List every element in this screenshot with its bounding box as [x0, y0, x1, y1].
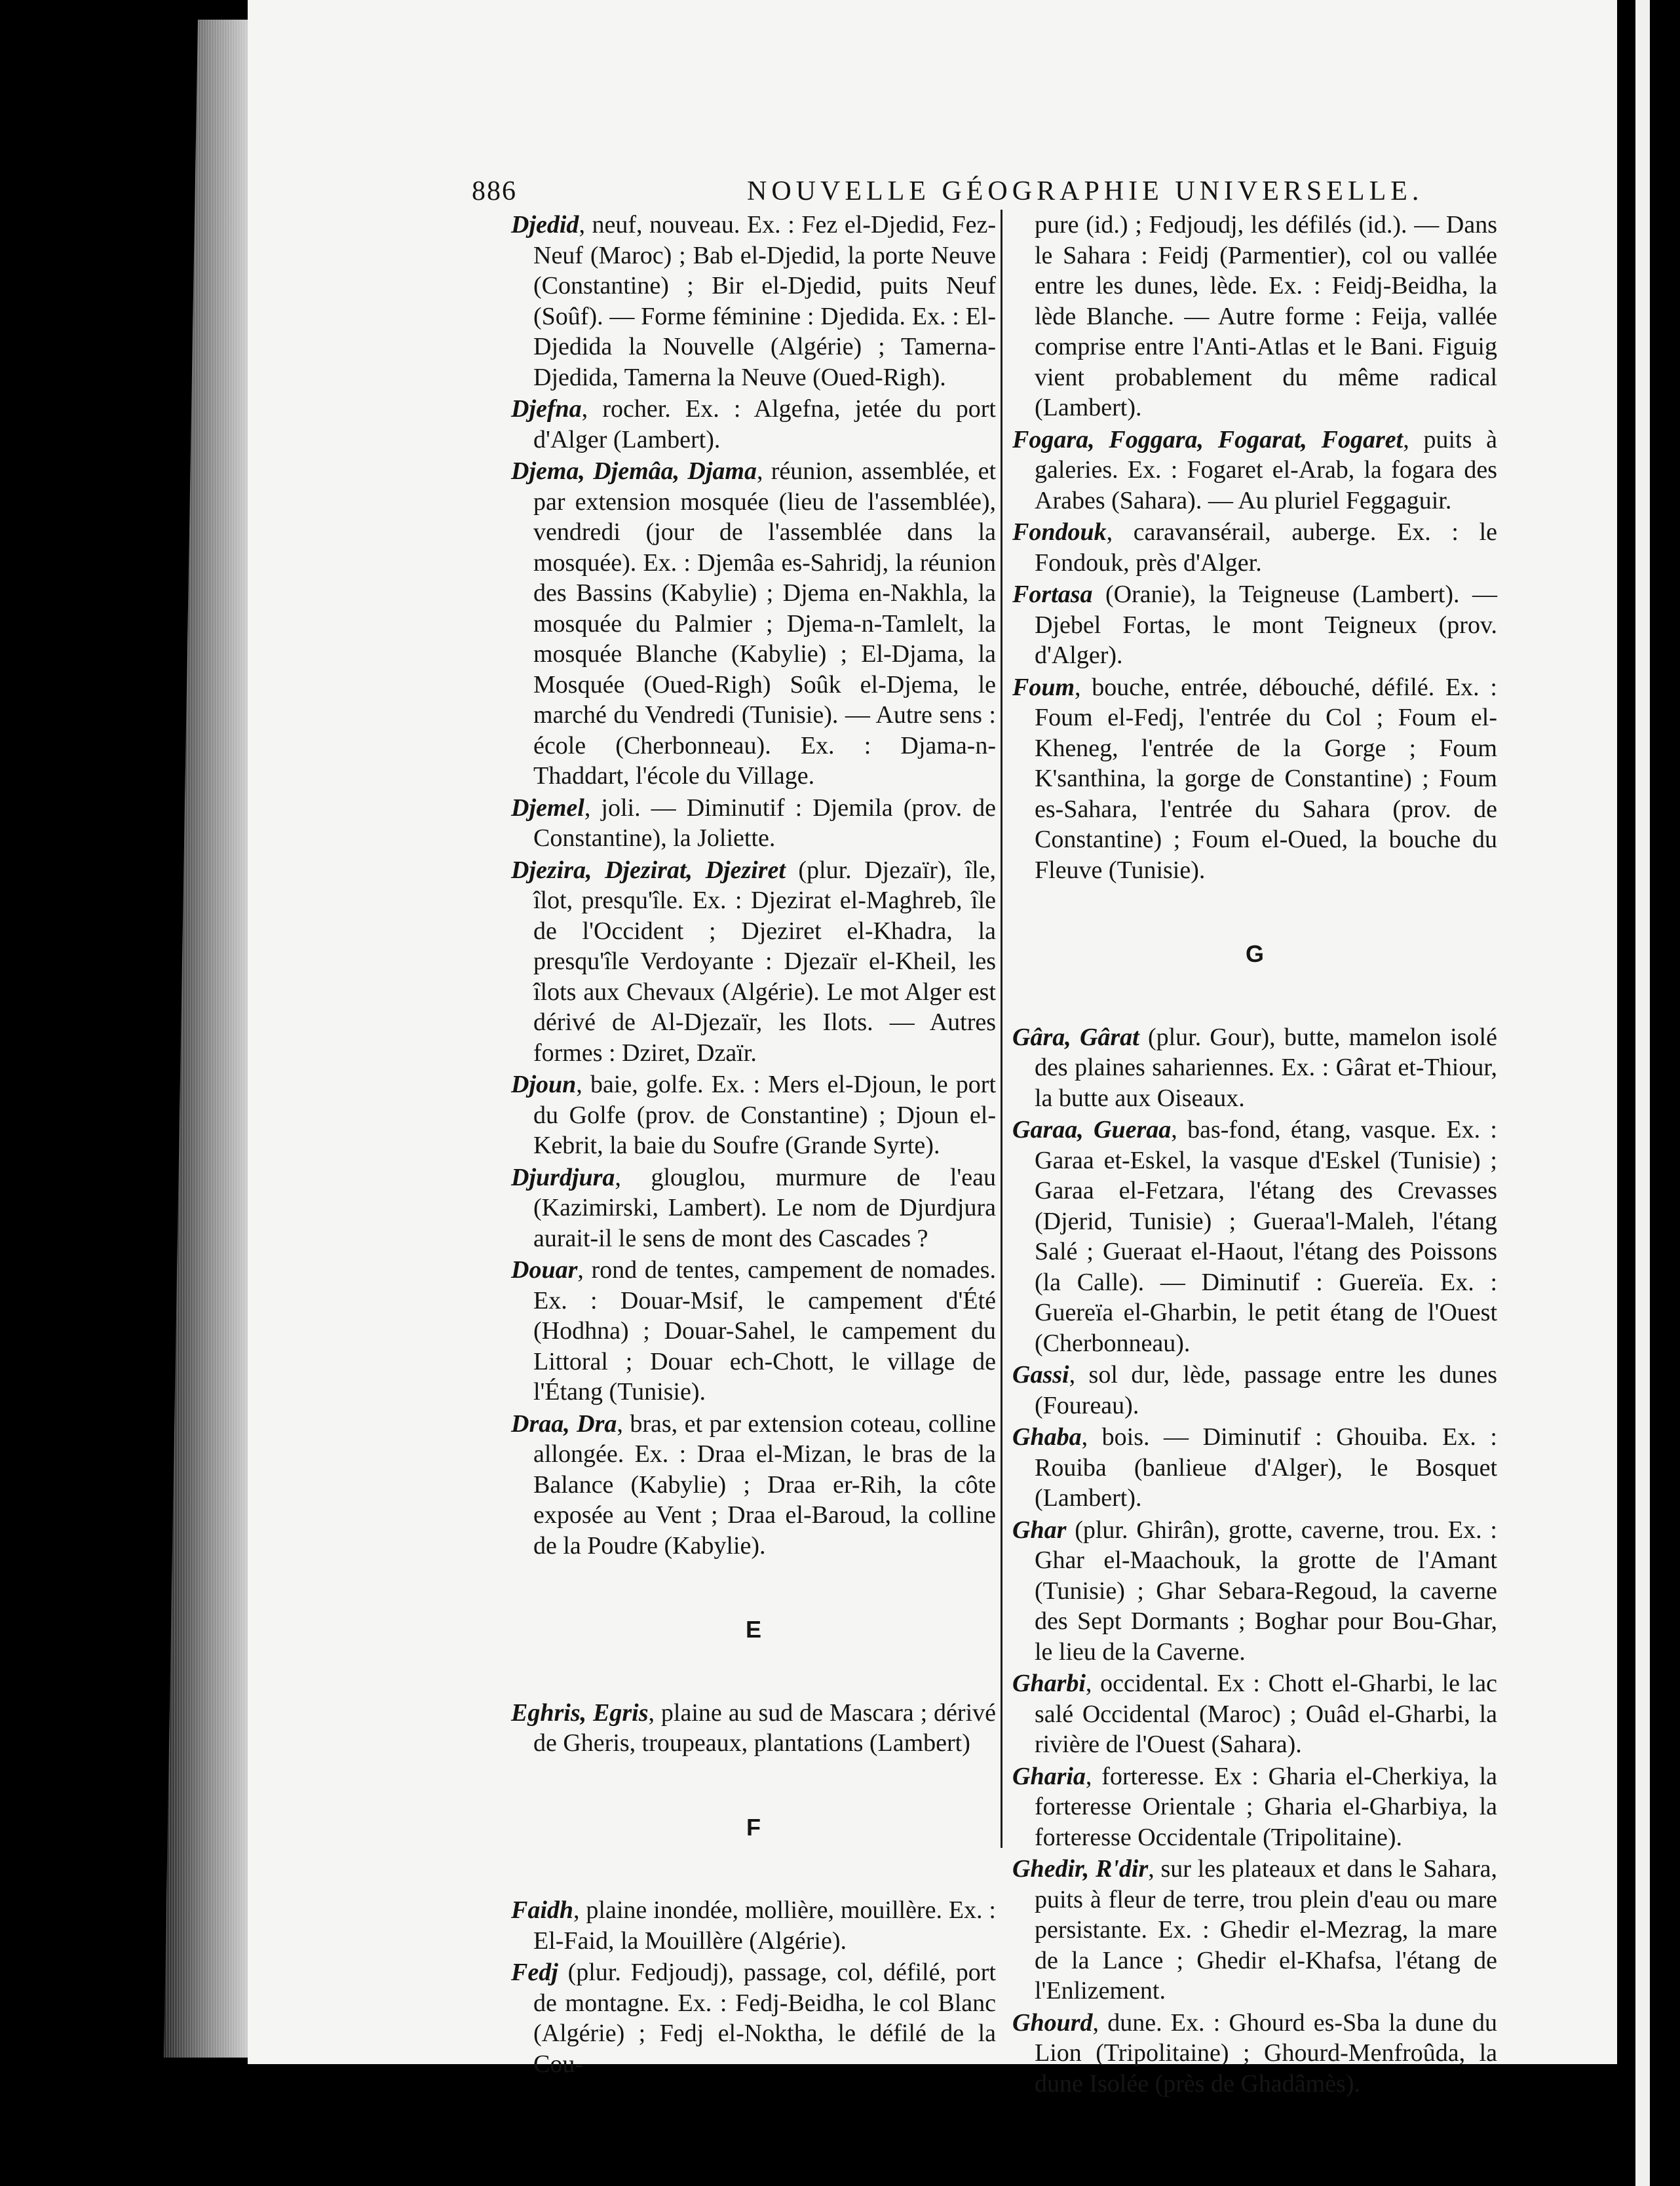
entry-headword: Foum	[1012, 673, 1075, 701]
entry-headword: Djurdjura	[511, 1163, 615, 1191]
dictionary-entry	[1012, 210, 1497, 423]
dictionary-entry	[1012, 517, 1497, 578]
entry-definition: , neuf, nouveau. Ex. : Fez el-Djedid, Fez-Neuf (Maroc) ; Bab el-Djedid, la porte Neuve (Constantine) ; Bir el-Djedid, puits Neuf (Soûf). — Forme féminine : Djedida. Ex. : El-Djedida la Nouvelle (Algérie) ; Tamerna-Djedida, Tamerna la Neuve (Oued-Righ).	[533, 211, 996, 391]
left-entries	[511, 210, 996, 1561]
dictionary-entry	[1012, 1761, 1497, 1853]
entry-headword: Fogara, Foggara, Fogarat, Fogaret	[1012, 425, 1403, 453]
left-column	[511, 210, 996, 2081]
page-title: NOUVELLE GÉOGRAPHIE UNIVERSELLE.	[747, 176, 1424, 206]
dictionary-entry	[511, 1162, 996, 1254]
entry-headword: Djedid	[511, 211, 579, 239]
entry-headword: Gharia	[1012, 1762, 1086, 1790]
entry-headword: Draa, Dra	[511, 1409, 617, 1438]
dictionary-entry	[1012, 579, 1497, 671]
dictionary-entry	[511, 793, 996, 854]
entry-definition: , occidental. Ex : Chott el-Gharbi, le lac salé Occidental (Maroc) ; Ouâd el-Gharbi, la rivière de l'Ouest (Sahara).	[1035, 1670, 1497, 1758]
entry-definition: pure (id.) ; Fedjoudj, les défilés (id.). — Dans le Sahara : Feidj (Parmentier), col ou vallée entre les dunes, lède. Ex. : Feidj-Beidha, la lède Blanche. — Autre forme : Feija, vallée comprise entre l'Anti-Atlas et le Bani. Figuig vient probablement du même radical (Lambert).	[1035, 211, 1497, 421]
entry-definition: (plur. Gour), butte, mamelon isolé des plaines sahariennes. Ex. : Gârat et-Thiour, la butte aux Oiseaux.	[1035, 1023, 1497, 1112]
dictionary-entry	[511, 855, 996, 1069]
entry-definition: , rond de tentes, campement de nomades. Ex. : Douar-Msif, le campement d'Été (Hodhna) ; Douar-Sahel, le campement du Littoral ; Douar ech-Chott, le village de l'Étang (Tunisie).	[533, 1256, 996, 1406]
dictionary-entry	[1012, 1360, 1497, 1421]
entry-headword: Ghourd	[1012, 2008, 1093, 2037]
column-divider	[1001, 210, 1002, 1848]
section-letter-g: G	[1245, 940, 1264, 967]
dictionary-entry	[1012, 672, 1497, 886]
dictionary-entry	[511, 1895, 996, 1956]
entry-definition: , sol dur, lède, passage entre les dunes (Foureau).	[1035, 1361, 1497, 1419]
entry-headword: Douar	[511, 1256, 578, 1284]
dictionary-entry	[1012, 1515, 1497, 1668]
entry-definition: , bras, et par extension coteau, colline allongée. Ex. : Draa el-Mizan, le bras de la Balance (Kabylie) ; Draa er-Rih, la côte exposée au Vent ; Draa el-Baroud, la colline de la Poudre (Kabylie).	[533, 1409, 996, 1560]
left-entries-e	[511, 1698, 996, 1759]
dictionary-entry	[1012, 1854, 1497, 2006]
entry-definition: (Oranie), la Teigneuse (Lambert). — Djebel Fortas, le mont Teigneux (prov. d'Alger).	[1035, 581, 1497, 669]
section-letter-f: F	[746, 1813, 761, 1841]
entry-headword: Gharbi	[1012, 1670, 1086, 1697]
entry-definition: , glouglou, murmure de l'eau (Kazimirski, Lambert). Le nom de Djurdjura aurait-il le sens de mont des Cascades ?	[533, 1163, 996, 1252]
section-letter-e: E	[745, 1616, 761, 1643]
entry-definition: , puits à galeries. Ex. : Fogaret el-Arab, la fogara des Arabes (Sahara). — Au pluriel Feggaguir.	[1035, 425, 1497, 514]
entry-headword: Djefna	[511, 395, 582, 423]
entry-definition: (plur. Fedjoudj), passage, col, défilé, port de montagne. Ex. : Fedj-Beidha, le col Blanc (Algérie) ; Fedj el-Noktha, le défilé de la Cou-	[533, 1959, 996, 2078]
entry-headword: Fortasa	[1012, 581, 1093, 608]
entry-definition: , dune. Ex. : Ghourd es-Sba la dune du Lion (Tripolitaine) ; Ghourd-Menfroûda, la dune Isolée (près de Ghadâmès).	[1035, 2008, 1497, 2098]
right-entries-g	[1012, 1022, 1497, 2100]
entry-headword: Fondouk	[1012, 518, 1107, 546]
entry-headword: Fedj	[511, 1959, 558, 1986]
entry-headword: Faidh	[511, 1896, 574, 1924]
page-number: 886	[472, 176, 517, 206]
entry-definition: (plur. Ghirân), grotte, caverne, trou. Ex. : Ghar el-Maachouk, la grotte de l'Amant (Tunisie) ; Ghar Sebara-Regoud, la caverne des Sept Dormants ; Boghar pour Bou-Ghar, le lieu de la Caverne.	[1035, 1516, 1497, 1666]
dictionary-entry	[511, 1255, 996, 1408]
left-entries-f	[511, 1895, 996, 2079]
right-column	[1012, 210, 1497, 2100]
dictionary-entry	[511, 456, 996, 792]
entry-headword: Gassi	[1012, 1361, 1069, 1389]
dictionary-entry	[1012, 2008, 1497, 2100]
dictionary-entry	[1012, 1668, 1497, 1760]
dictionary-entry	[511, 394, 996, 455]
dictionary-entry	[511, 1069, 996, 1161]
entry-headword: Ghar	[1012, 1516, 1067, 1544]
dictionary-entry	[1012, 1022, 1497, 1114]
entry-definition: , plaine inondée, mollière, mouillère. Ex. : El-Faid, la Mouillère (Algérie).	[533, 1896, 996, 1955]
entry-definition: (plur. Djezaïr), île, îlot, presqu'île. Ex. : Djezirat el-Maghreb, île de l'Occident ; Djeziret el-Khadra, la presqu'île Verdoyante : Djezaïr el-Kheil, les îlots aux Chevaux (Algérie). Le mot Alger est dérivé de Al-Djezaïr, les Ilots. — Autres formes : Dziret, Dzaïr.	[533, 856, 997, 1067]
entry-definition: , bois. — Diminutif : Ghouiba. Ex. : Rouiba (banlieue d'Alger), le Bosquet (Lambert).	[1035, 1423, 1497, 1512]
entry-definition: , baie, golfe. Ex. : Mers el-Djoun, le port du Golfe (prov. de Constantine) ; Djoun el-Kebrit, la baie du Soufre (Grande Syrte).	[533, 1071, 996, 1159]
entry-headword: Djema, Djemâa, Djama	[511, 457, 757, 485]
entry-definition: , forteresse. Ex : Gharia el-Cherkiya, la forteresse Orientale ; Gharia el-Gharbiya, la forteresse Occidentale (Tripolitaine).	[1035, 1762, 1497, 1851]
entry-definition: , plaine au sud de Mascara ; dérivé de Gheris, troupeaux, plantations (Lambert)	[533, 1698, 996, 1757]
dictionary-entry	[511, 1409, 996, 1562]
entry-headword: Eghris, Egris	[511, 1698, 649, 1727]
book-fore-edge	[164, 20, 249, 2058]
entry-headword: Gâra, Gârat	[1012, 1023, 1139, 1051]
dictionary-entry	[511, 210, 996, 393]
entry-headword: Garaa, Gueraa	[1012, 1116, 1172, 1143]
adjacent-page-strip	[1635, 0, 1650, 2186]
entry-definition: , bas-fond, étang, vasque. Ex. : Garaa et-Eskel, la vasque d'Eskel (Tunisie) ; Garaa el-Fetzara, l'étang des Crevasses (Djerid, Tunisie) ; Gueraa'l-Maleh, l'étang Salé ; Gueraat el-Haout, l'étang des Poissons (la Calle). — Diminutif : Guereïa. Ex. : Guereïa el-Gharbin, le petit étang de l'Ouest (Cherbonneau).	[1035, 1116, 1497, 1357]
entry-headword: Ghaba	[1012, 1423, 1082, 1451]
entry-definition: , sur les plateaux et dans le Sahara, puits à fleur de terre, trou plein d'eau ou mare persistante. Ex. : Ghedir el-Mezrag, la mare de la Lance ; Ghedir el-Khafsa, l'étang de l'Enlizement.	[1035, 1855, 1497, 2004]
entry-headword: Djemel	[511, 794, 584, 822]
entry-headword: Djezira, Djezirat, Djeziret	[511, 856, 786, 884]
entry-definition: , réunion, assemblée, et par extension mosquée (lieu de l'assemblée), vendredi (jour de l'assemblée dans la mosquée). Ex. : Djemâa es-Sahridj, la réunion des Bassins (Kabylie) ; Djema en-Nakhla, la mosquée du Palmier ; Djema-n-Tamlelt, la mosquée Blanche (Kabylie) ; El-Djama, la Mosquée (Oued-Righ) Soûk el-Djema, le marché du Vendredi (Tunisie). — Autre sens : école (Cherbonneau). Ex. : Djama-n-Thaddart, l'école du Village.	[533, 457, 996, 790]
entry-definition: , bouche, entrée, débouché, défilé. Ex. : Foum el-Fedj, l'entrée du Col ; Foum el-Kheneg, l'entrée de la Gorge ; Foum K'santhina, la gorge de Constantine) ; Foum es-Sahara, l'entrée du Sahara (prov. de Constantine) ; Foum el-Oued, la bouche du Fleuve (Tunisie).	[1035, 673, 1497, 884]
dictionary-entry	[1012, 1115, 1497, 1358]
entry-definition: , joli. — Diminutif : Djemila (prov. de Constantine), la Joliette.	[533, 794, 996, 852]
dictionary-entry	[511, 1957, 996, 2079]
right-entries	[1012, 210, 1497, 885]
entry-headword: Ghedir, R'dir	[1012, 1855, 1149, 1883]
dictionary-entry	[1012, 425, 1497, 516]
dictionary-entry	[1012, 1422, 1497, 1514]
entry-definition: , rocher. Ex. : Algefna, jetée du port d'Alger (Lambert).	[533, 395, 996, 453]
entry-headword: Djoun	[511, 1071, 577, 1098]
dictionary-entry	[511, 1698, 996, 1759]
entry-definition: , caravansérail, auberge. Ex. : le Fondouk, près d'Alger.	[1035, 518, 1497, 577]
